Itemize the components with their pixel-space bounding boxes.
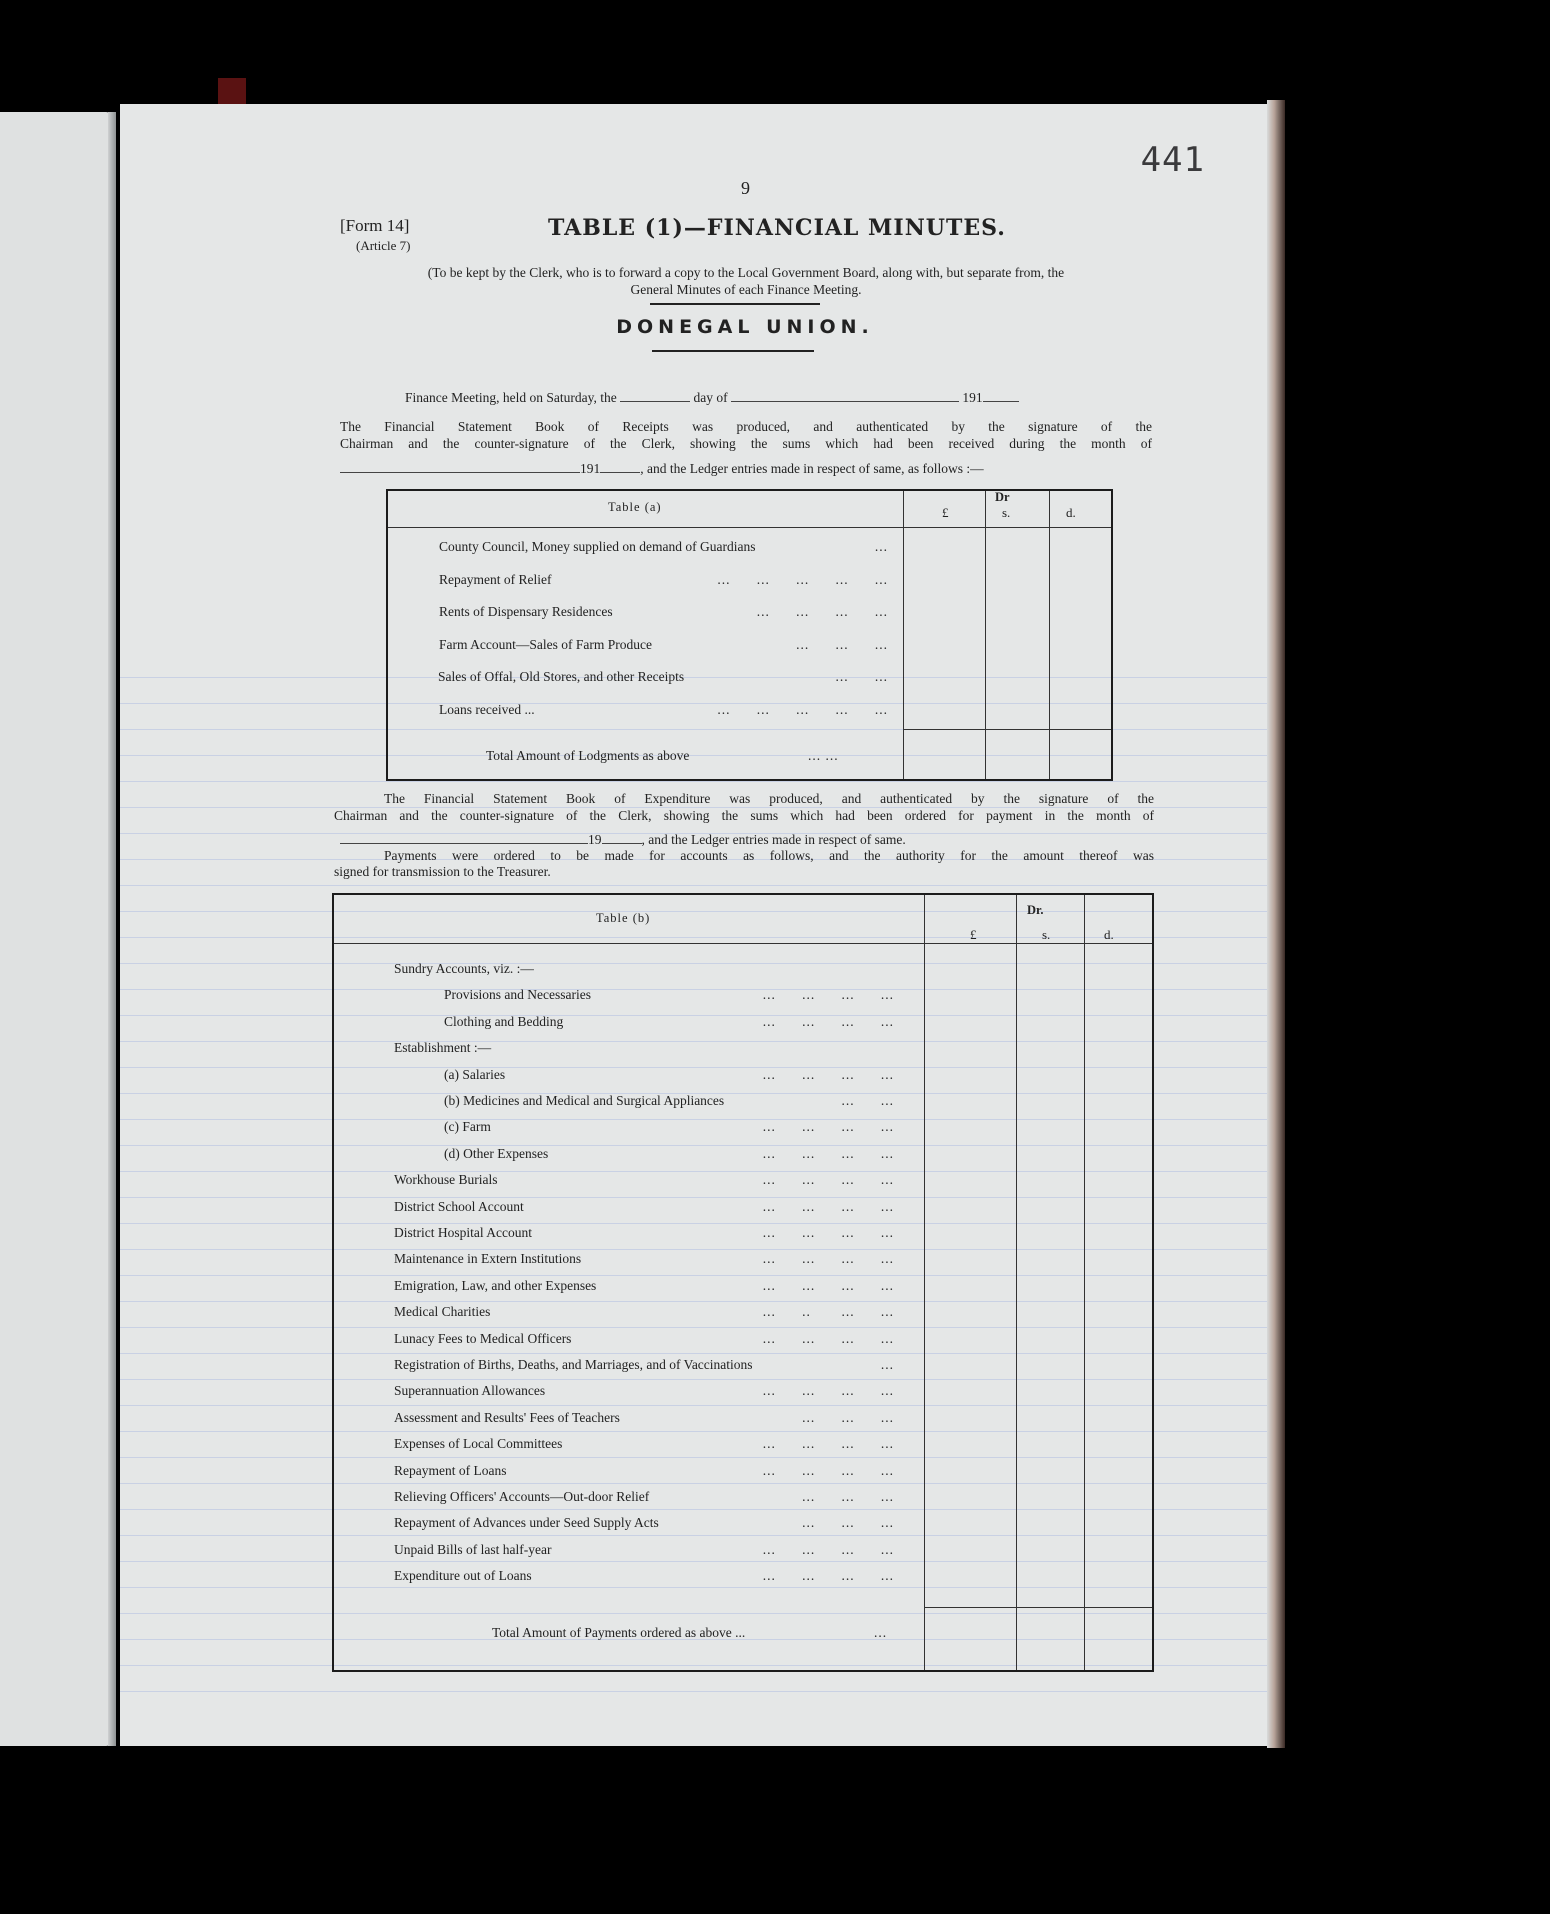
receipts-year: 191 [580,461,601,476]
payment-row-label: Lunacy Fees to Medical Officers [394,1330,572,1346]
payment-row-leader-dots: ... ... ... ... [762,1225,894,1240]
pounds-column-rule [903,491,904,779]
subtotal-rule [903,729,1111,730]
payment-row-label: Clothing and Bedding [444,1013,564,1029]
receipt-row-label: Loans received ... [439,701,535,717]
payment-row-leader-dots: ... ... ... ... [762,1462,894,1478]
payment-row-leader-dots: ... ... ... ... [762,1568,894,1584]
payment-row-label: Assessment and Results' Fees of Teachers [394,1409,620,1425]
payment-row-leader-dots: ... ... ... ... [762,1119,894,1135]
book-spine [108,112,116,1746]
payment-row-leader-dots: ... ... ... ... [762,1330,894,1346]
pence-column-rule [1049,491,1050,779]
expenditure-line-4: Payments were ordered to be made for accounts as follows, and the authority for the amount thereof was [384,848,1154,863]
payment-row-label: Maintenance in Extern Institutions [394,1251,582,1267]
payment-row-label: District Hospital Account [394,1225,532,1240]
expenditure-line-3 [340,831,906,848]
article-reference: (Article 7) [356,238,411,253]
payment-row-label: Medical Charities [394,1304,491,1320]
receipts-follows: , and the Ledger entries made in respect of same, as follows :— [640,461,984,476]
receipts-year-blank [600,460,640,473]
shillings-column-rule [1016,895,1017,1670]
pounds-header: £ [942,505,949,520]
meeting-year: 191 [962,390,983,405]
payment-row-label: Sundry Accounts, viz. :— [394,961,534,976]
debit-label: Dr. [1027,903,1044,917]
payment-row-leader-dots: ... ... ... ... [762,1172,894,1188]
stamped-page-number: 441 [1140,140,1205,180]
payment-row-label: (a) Salaries [444,1066,506,1082]
shillings-column-rule [985,491,986,779]
payment-row-label: District School Account [394,1198,524,1214]
receipts-line-2: Chairman and the counter-signature of the Clerk, showing the sums which had been received during the month of [340,436,1152,451]
payment-row-leader-dots: ... [880,1357,894,1372]
payment-row-label: Provisions and Necessaries [444,987,591,1003]
title-rule [650,303,820,305]
payment-row-label: Unpaid Bills of last half-year [394,1541,552,1557]
payment-row-leader-dots: ... ... ... ... [762,1066,894,1082]
payment-row-label: Workhouse Burials [394,1172,498,1188]
page-edge [1267,100,1285,1748]
payment-row-leader-dots: ... ... ... ... [762,1251,894,1267]
payment-row-leader-dots: ... ... ... [802,1489,894,1504]
pounds-header: £ [970,927,977,942]
payment-row-label: Emigration, Law, and other Expenses [394,1277,597,1293]
payment-row-leader-dots: ... ... ... [802,1409,894,1425]
receipt-row-label: Sales of Offal, Old Stores, and other Receipts [438,669,685,684]
payment-row-leader-dots: ... ... ... ... [762,1277,894,1293]
payment-row-leader-dots: ... ... ... ... [762,1145,894,1161]
expenditure-line-1: The Financial Statement Book of Expenditure was produced, and authenticated by the signature of the [384,791,1154,806]
expenditure-month-blank [340,831,588,844]
payments-total-label: Total Amount of Payments ordered as above ... [492,1625,746,1640]
payment-row-label: (c) Farm [444,1119,491,1135]
receipts-line-1: The Financial Statement Book of Receipts was produced, and authenticated by the signature of the [340,419,1152,434]
union-rule [652,350,814,352]
receipt-row-leader-dots: ... [874,539,888,554]
payment-row-leader-dots: ... ... ... ... [762,1541,894,1557]
header-rule [388,527,1111,528]
expenditure-year-blank [602,831,642,844]
receipt-row-label: Farm Account—Sales of Farm Produce [439,636,652,652]
payment-row-label: Superannuation Allowances [394,1383,546,1399]
receipts-total-dots: ... ... [808,748,839,763]
receipt-row-leader-dots: ... ... ... ... ... [717,571,888,587]
expenditure-line-5: signed for transmission to the Treasurer. [334,864,551,879]
meeting-line [405,389,1019,406]
receipt-row-label: County Council, Money supplied on demand of Guardians [439,539,756,554]
payment-row-leader-dots: ... ... ... [802,1515,894,1531]
payment-row-label: Repayment of Loans [394,1462,507,1478]
instruction-line-2: General Minutes of each Finance Meeting. [630,282,862,297]
payment-row-label: Establishment :— [394,1040,492,1056]
payment-row-label: Expenses of Local Committees [394,1436,563,1452]
receipts-total-label: Total Amount of Lodgments as above [486,748,690,763]
pence-column-rule [1084,895,1085,1670]
table-b-heading: Table (b) [596,911,651,925]
year-blank [983,389,1019,402]
pence-header: d. [1104,927,1114,942]
receipt-row-leader-dots: ... ... [835,669,888,684]
debit-label: Dr [995,490,1010,504]
meeting-text-b: day of [693,390,728,405]
instruction-note [336,264,1156,298]
expenditure-ledger-text: , and the Ledger entries made in respect of same. [641,832,906,847]
table-a-heading: Table (a) [608,500,662,514]
payments-table [332,893,1154,1672]
payment-row-leader-dots: ... ... ... ... [762,1013,894,1029]
payment-row-leader-dots: ... .. ... ... [762,1304,894,1320]
payments-total-dots: ... [874,1625,888,1640]
payment-row-leader-dots: ... ... [841,1093,894,1108]
day-blank [620,389,690,402]
payment-row-label: Registration of Births, Deaths, and Marriages, and of Vaccinations [394,1357,753,1372]
payment-row-label: Relieving Officers' Accounts—Out-door Relief [394,1489,650,1504]
receipt-row-leader-dots: ... ... ... ... ... [717,701,888,717]
payment-row-label: (d) Other Expenses [444,1145,549,1161]
receipts-line-3 [340,460,984,477]
receipts-table [386,489,1113,781]
header-rule [334,943,1152,944]
receipt-row-label: Rents of Dispensary Residences [439,604,613,619]
receipt-row-leader-dots: ... ... ... ... [756,604,888,619]
payment-row-label: (b) Medicines and Medical and Surgical Appliances [444,1093,725,1108]
form-number: [Form 14] [340,216,410,235]
expenditure-line-2: Chairman and the counter-signature of the Clerk, showing the sums which had been ordered for payment in the month of [334,808,1154,823]
payment-row-leader-dots: ... ... ... ... [762,987,894,1003]
month-blank [731,389,959,402]
payment-row-label: Repayment of Advances under Seed Supply Acts [394,1515,659,1531]
payment-row-leader-dots: ... ... ... ... [762,1383,894,1399]
page-title: TABLE (1)—FINANCIAL MINUTES. [548,215,1006,241]
receipts-month-blank [340,460,580,473]
instruction-line-1: (To be kept by the Clerk, who is to forward a copy to the Local Government Board, along with, but separate from, the [427,265,1065,280]
payment-row-leader-dots: ... ... ... ... [762,1198,894,1214]
receipt-row-leader-dots: ... ... ... [796,636,888,652]
printed-page-number: 9 [741,178,750,198]
payment-row-leader-dots: ... ... ... ... [762,1436,894,1452]
subtotal-rule [924,1607,1152,1608]
shillings-header: s. [1042,927,1051,942]
payment-row-label: Expenditure out of Loans [394,1568,532,1584]
meeting-text-a: Finance Meeting, held on Saturday, the [405,390,617,405]
pence-header: d. [1066,505,1076,520]
expenditure-year: 19 [588,832,602,847]
union-name: DONEGAL UNION. [616,316,874,338]
shillings-header: s. [1002,505,1011,520]
pounds-column-rule [924,895,925,1670]
receipt-row-label: Repayment of Relief [439,571,552,587]
left-facing-page [0,112,112,1746]
